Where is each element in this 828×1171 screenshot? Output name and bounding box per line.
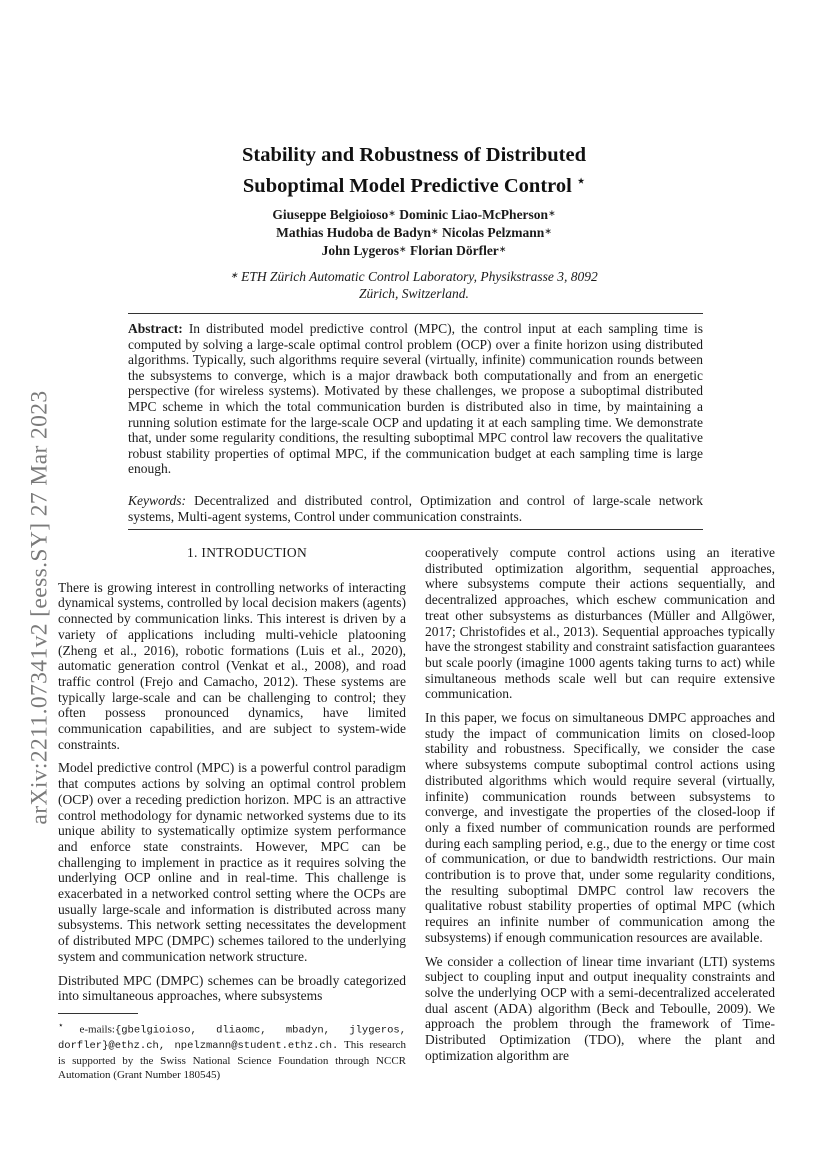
author-mark: ∗ xyxy=(431,226,439,236)
footnote-emails: {gbelgioioso, dliaomc, mbadyn, jlygeros, dorfler}@ethz.ch, npelzmann@student.ethz.ch. xyxy=(58,1024,407,1053)
footnote-rule xyxy=(58,1013,138,1014)
paragraph: There is growing interest in controlling networks of interacting dynamical systems, controlled by local decision makers (agents) connected by communication links. This interest is driven by a variety of applications including multi-vehicle platooning (Zheng et al., 2016), robotic formations (Luis et al., 2020), automatic generation control (Venkat et al., 2008), and road traffic control (Frejo and Camacho, 2012). These systems are typically large-scale and can be challenging to control; they often possess pronounced dynamics, have limited communication capabilities, and are subject to system-wide constraints. xyxy=(58,579,406,752)
paragraph: cooperatively compute control actions using an iterative distributed optimization algorithm, sequential approaches, where subsystems compute their actions sequentially, and decentralized approaches, which eschew communication and treat other subsystems as disturbances (Müller and Allgöwer, 2017; Christofides et al., 2013). Sequential approaches typically have the strongest stability and constraint satisfaction guarantees but scale poorly (imagine 1000 agents taking turns to act) while simultaneous methods scale well but can require extensive communication. xyxy=(425,545,775,702)
arxiv-identifier: arXiv:2211.07341v2 [eess.SY] 27 Mar 2023 xyxy=(26,390,53,825)
arxiv-identifier-margin xyxy=(20,350,60,865)
abstract-text: In distributed model predictive control (MPC), the control input at each sampling time is computed by solving a large-scale optimal control problem (OCP) over a finite horizon using distributed algorithms. Typically, such algorithms require several (virtually, infinite) communication rounds between the subsystems to converge, which is a major drawback both computationally and from an energetic perspective (for wireless systems). Motivated by these challenges, we propose a suboptimal distributed MPC scheme in which the total communication burden is distributed also in time, by maintaining a running solution estimate for the large-scale OCP and updating it at each sampling time. We demonstrate that, under some regularity conditions, the resulting suboptimal MPC control law recovers the qualitative robust stability properties of optimal MPC, if the communication budget at each sampling time is large enough. xyxy=(128,321,704,477)
title-footnote-mark: ⋆ xyxy=(576,173,586,188)
author-name: John Lygeros xyxy=(321,243,400,258)
footnote xyxy=(58,1018,406,1083)
affiliation xyxy=(170,267,658,302)
author-mark: ∗ xyxy=(388,208,396,218)
paper-title xyxy=(150,142,678,199)
keywords-text: Decentralized and distributed control, Optimization and control of large-scale network systems, Multi-agent systems, Control under communication constraints. xyxy=(128,493,704,524)
author-name: Nicolas Pelzmann xyxy=(441,225,545,240)
keywords-bottom-rule xyxy=(128,529,703,530)
abstract-label: Abstract: xyxy=(128,321,183,336)
paragraph: We consider a collection of linear time invariant (LTI) systems subject to coupling input and output inequality constraints and solve the underlying OCP with a semi-decentralized accelerated dual ascent (ADA) algorithm (Beck and Teboulle, 2009). We approach the problem through the framework of Time-Distributed Optimization (TDO), where the plant and optimization algorithm are xyxy=(425,953,775,1063)
author-name: Giuseppe Belgioioso xyxy=(272,207,389,222)
paragraph: Distributed MPC (DMPC) schemes can be broadly categorized into simultaneous approaches, where subsystems xyxy=(58,972,406,1004)
author-name: Florian Dörfler xyxy=(409,243,499,258)
keywords-label: Keywords: xyxy=(128,493,186,508)
section-heading: 1. INTRODUCTION xyxy=(187,545,307,560)
affiliation-line-1: ETH Zürich Automatic Control Laboratory, Physikstrasse 3, 8092 xyxy=(241,269,598,284)
footnote-mark: ⋆ xyxy=(58,1020,64,1030)
keywords xyxy=(128,493,703,525)
author-mark: ∗ xyxy=(399,244,407,254)
abstract-top-rule xyxy=(128,313,703,314)
author-mark: ∗ xyxy=(548,208,556,218)
affiliation-line-2: Zürich, Switzerland. xyxy=(359,286,469,301)
abstract xyxy=(128,321,703,477)
title-line-2: Suboptimal Model Predictive Control xyxy=(242,175,572,197)
footnote-prefix: e-mails: xyxy=(79,1023,115,1036)
left-column xyxy=(58,545,406,1012)
author-list xyxy=(150,205,678,259)
author-mark: ∗ xyxy=(498,244,507,254)
author-name: Dominic Liao-McPherson xyxy=(399,207,549,222)
author-name: Mathias Hudoba de Badyn xyxy=(276,225,432,240)
paragraph: In this paper, we focus on simultaneous DMPC approaches and study the impact of communication limits on closed-loop stability and robustness. Specifically, we consider the case where subsystems compute suboptimal control actions using distributed algorithms which would require several (virtually, infinite) communication rounds between subsystems to converge, and investigate the properties of the closed-loop if only a fixed number of communication rounds are performed during each sampling period, e.g., due to the energy or time cost of communication, or due to bandwidth restrictions. Our main contribution is to prove that, under some regularity conditions, the resulting suboptimal DMPC control law recovers the qualitative robust stability properties of optimal MPC (which requires an infinite number of communication among the subsystems) if enough communication resources are available. xyxy=(425,710,775,945)
footnote-text: This research is supported by the Swiss National Science Foundation through NCCR Automation (Grant Number 180545) xyxy=(58,1039,406,1082)
affiliation-mark: ∗ xyxy=(230,270,238,280)
author-mark: ∗ xyxy=(544,226,552,236)
right-column xyxy=(425,545,775,1072)
title-line-1: Stability and Robustness of Distributed xyxy=(241,144,586,166)
paragraph: Model predictive control (MPC) is a powerful control paradigm that computes actions by solving an optimal control problem (OCP) over a receding prediction horizon. MPC is an attractive control methodology for dynamic networked systems due to its unique ability to systematically optimize system performance and enforce state constraints. However, MPC can be challenging to implement in practice as it requires solving the underlying OCP online and in real-time. This challenge is exacerbated in a networked control setting where the OCPs are usually large-scale and information is distributed across many subsystems. This network setting necessitates the development of distributed MPC (DMPC) schemes tailored to the underlying system and communication network structure. xyxy=(58,760,406,964)
